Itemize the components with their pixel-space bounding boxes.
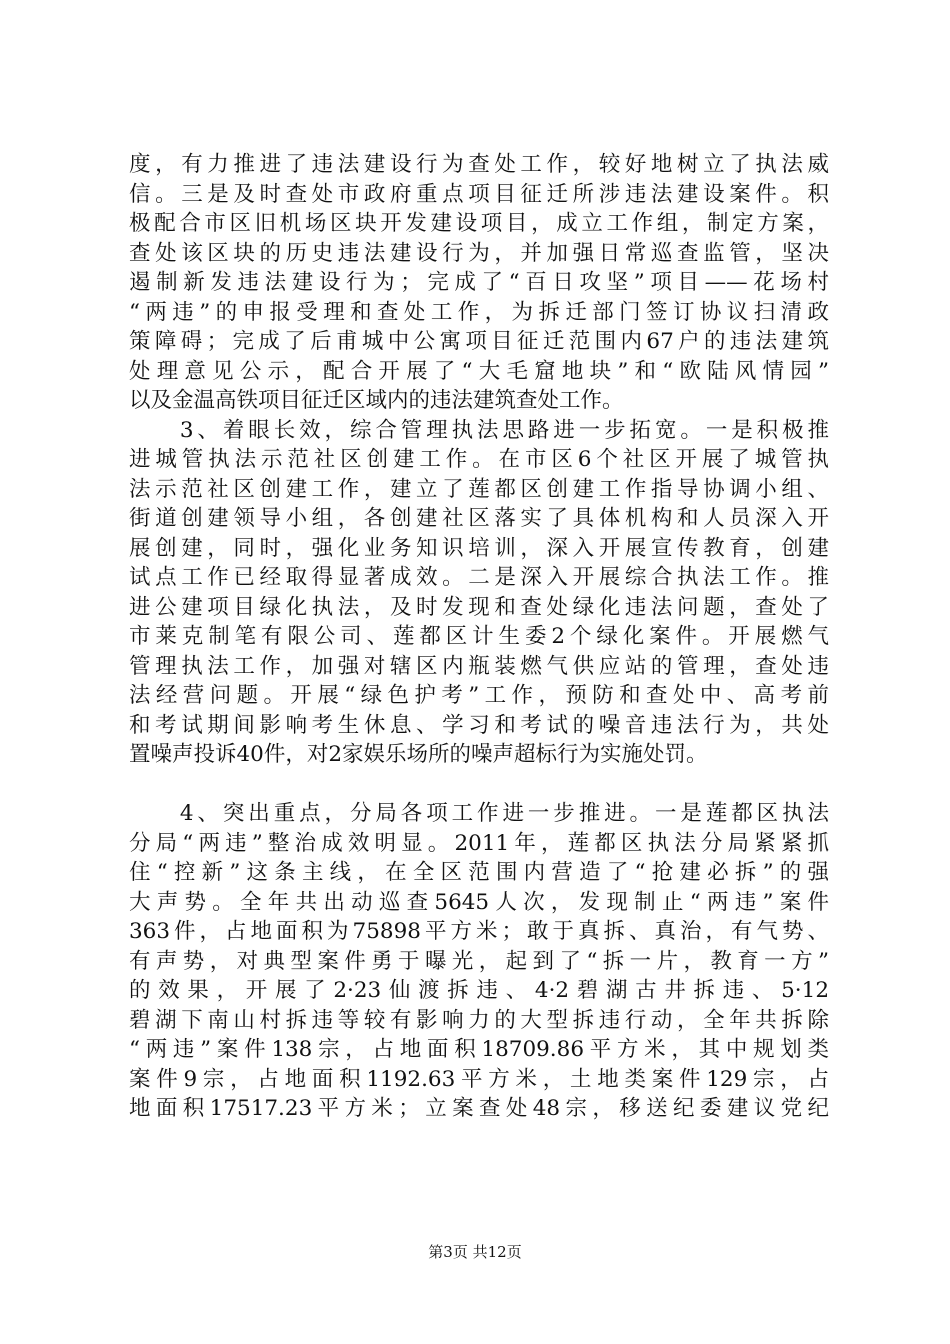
- text-line: 有声势，对典型案件勇于曝光，起到了“拆一片，教育一方”: [129, 948, 829, 974]
- paragraph-gap: [129, 770, 829, 800]
- text-line: 市莱克制笔有限公司、莲都区计生委2个绿化案件。开展燃气: [129, 624, 829, 649]
- text-line: 地面积17517.23平方米；立案查处48宗，移送纪委建议党纪: [129, 1096, 829, 1121]
- text-line: 试点工作已经取得显著成效。二是深入开展综合执法工作。推: [129, 565, 829, 590]
- text-line: 处理意见公示，配合开展了“大毛窟地块”和“欧陆风情园”: [129, 358, 829, 384]
- text-line: 碧湖下南山村拆违等较有影响力的大型拆违行动，全年共拆除: [129, 1007, 829, 1033]
- text-line: 遏制新发违法建设行为；完成了“百日攻坚”项目——花场村: [129, 270, 829, 295]
- text-line: 4、突出重点，分局各项工作进一步推进。一是莲都区执法: [129, 801, 829, 826]
- page-number-footer: 第3页 共12页: [428, 1243, 522, 1261]
- body-text: [129, 150, 829, 1124]
- text-line: 信。三是及时查处市政府重点项目征迁所涉违法建设案件。积: [129, 181, 829, 207]
- text-line: 分局“两违”整治成效明显。2011年，莲都区执法分局紧紧抓: [129, 830, 829, 856]
- text-line: 住“控新”这条主线，在全区范围内营造了“抢建必拆”的强: [129, 860, 829, 885]
- text-line: 查处该区块的历史违法建设行为，并加强日常巡查监管，坚决: [129, 240, 829, 266]
- text-line: 案件9宗，占地面积1192.63平方米，土地类案件129宗，占: [129, 1066, 829, 1092]
- text-line: 法经营问题。开展“绿色护考”工作，预防和查处中、高考前: [129, 683, 829, 708]
- text-line: “两违”案件138宗，占地面积18709.86平方米，其中规划类: [129, 1037, 829, 1062]
- text-line: 进公建项目绿化执法，及时发现和查处绿化违法问题，查处了: [129, 594, 829, 620]
- text-line: 策障碍；完成了后甫城中公寓项目征迁范围内67户的违法建筑: [129, 329, 829, 354]
- text-line: 的效果，开展了2·23仙渡拆违、4·2碧湖古井拆违、5·12: [129, 978, 829, 1003]
- text-line: 进城管执法示范社区创建工作。在市区6个社区开展了城管执: [129, 447, 829, 472]
- text-line: 街道创建领导小组，各创建社区落实了具体机构和人员深入开: [129, 506, 829, 531]
- text-line: 法示范社区创建工作，建立了莲都区创建工作指导协调小组、: [129, 476, 829, 502]
- text-line: 3、着眼长效，综合管理执法思路进一步拓宽。一是积极推: [129, 417, 829, 443]
- text-line: 极配合市区旧机场区块开发建设项目，成立工作组，制定方案，: [129, 211, 829, 236]
- text-line: 363件，占地面积为75898平方米；敢于真拆、真治，有气势、: [129, 919, 829, 944]
- text-line: 置噪声投诉40件，对2家娱乐场所的噪声超标行为实施处罚。: [129, 742, 708, 767]
- text-line: 展创建，同时，强化业务知识培训，深入开展宣传教育，创建: [129, 535, 829, 561]
- text-line: 大声势。全年共出动巡查5645人次，发现制止“两违”案件: [129, 889, 829, 915]
- text-line: 和考试期间影响考生休息、学习和考试的噪音违法行为，共处: [129, 712, 829, 738]
- text-line: 以及金温高铁项目征迁区域内的违法建筑查处工作。: [129, 388, 624, 413]
- text-line: 管理执法工作，加强对辖区内瓶装燃气供应站的管理，查处违: [129, 653, 829, 679]
- text-line: 度，有力推进了违法建设行为查处工作，较好地树立了执法威: [129, 152, 829, 177]
- text-line: “两违”的申报受理和查处工作，为拆迁部门签订协议扫清政: [129, 299, 829, 325]
